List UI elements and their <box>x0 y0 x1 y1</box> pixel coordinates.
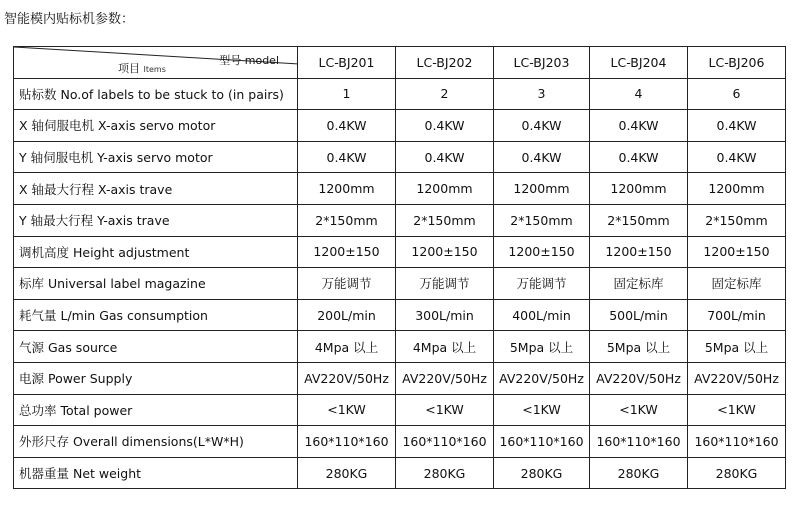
table-cell: 5Mpa 以上 <box>590 331 688 363</box>
table-cell: 1200mm <box>688 173 786 205</box>
table-cell: 0.4KW <box>590 110 688 142</box>
table-cell: 0.4KW <box>590 141 688 173</box>
table-cell: 1200±150 <box>298 236 396 268</box>
table-cell: 0.4KW <box>494 110 590 142</box>
table-cell: 280KG <box>590 457 688 489</box>
table-cell: 5Mpa 以上 <box>688 331 786 363</box>
table-cell: 6 <box>688 78 786 110</box>
table-row <box>14 268 786 300</box>
table-cell: AV220V/50Hz <box>298 362 396 394</box>
table-cell: 280KG <box>396 457 494 489</box>
table-cell: 200L/min <box>298 299 396 331</box>
header-model-1: LC-BJ201 <box>298 47 396 79</box>
table-cell: 4Mpa 以上 <box>396 331 494 363</box>
table-row <box>14 173 786 205</box>
table-cell: 2*150mm <box>298 204 396 236</box>
row-label: 总功率 Total power <box>14 394 298 426</box>
table-cell: 0.4KW <box>298 141 396 173</box>
row-label: 耗气量 L/min Gas consumption <box>14 299 298 331</box>
table-cell: 3 <box>494 78 590 110</box>
header-items-cn: 项目 <box>118 62 140 75</box>
table-cell: 1200mm <box>590 173 688 205</box>
header-model-4: LC-BJ204 <box>590 47 688 79</box>
table-cell: 160*110*160 <box>396 426 494 458</box>
table-cell: 0.4KW <box>396 110 494 142</box>
table-cell: AV220V/50Hz <box>396 362 494 394</box>
table-cell: 280KG <box>494 457 590 489</box>
table-cell: 2*150mm <box>688 204 786 236</box>
table-cell: 5Mpa 以上 <box>494 331 590 363</box>
table-cell: <1KW <box>298 394 396 426</box>
table-row <box>14 331 786 363</box>
table-cell: 300L/min <box>396 299 494 331</box>
table-cell: 1200mm <box>494 173 590 205</box>
table-cell: <1KW <box>590 394 688 426</box>
table-cell: 固定标库 <box>688 268 786 300</box>
row-label: Y 轴伺服电机 Y-axis servo motor <box>14 141 298 173</box>
table-cell: 1200±150 <box>494 236 590 268</box>
row-label: 调机高度 Height adjustment <box>14 236 298 268</box>
row-label: 气源 Gas source <box>14 331 298 363</box>
table-cell: 0.4KW <box>396 141 494 173</box>
table-cell: 固定标库 <box>590 268 688 300</box>
table-cell: 700L/min <box>688 299 786 331</box>
table-cell: 160*110*160 <box>590 426 688 458</box>
table-cell: 1200mm <box>396 173 494 205</box>
header-row <box>14 47 786 79</box>
table-cell: 160*110*160 <box>298 426 396 458</box>
table-cell: 160*110*160 <box>688 426 786 458</box>
header-model-3: LC-BJ203 <box>494 47 590 79</box>
row-label: 标库 Universal label magazine <box>14 268 298 300</box>
table-cell: 1200±150 <box>590 236 688 268</box>
table-cell: 0.4KW <box>298 110 396 142</box>
table-cell: 1 <box>298 78 396 110</box>
spec-table <box>13 46 786 489</box>
table-cell: 280KG <box>298 457 396 489</box>
table-cell: <1KW <box>688 394 786 426</box>
table-row <box>14 426 786 458</box>
row-label: Y 轴最大行程 Y-axis trave <box>14 204 298 236</box>
table-row <box>14 362 786 394</box>
table-row <box>14 299 786 331</box>
header-model-5: LC-BJ206 <box>688 47 786 79</box>
table-row <box>14 78 786 110</box>
table-cell: 4Mpa 以上 <box>298 331 396 363</box>
table-cell: 0.4KW <box>494 141 590 173</box>
table-row <box>14 110 786 142</box>
table-cell: 160*110*160 <box>494 426 590 458</box>
table-cell: 2*150mm <box>396 204 494 236</box>
row-label: 电源 Power Supply <box>14 362 298 394</box>
table-cell: AV220V/50Hz <box>688 362 786 394</box>
table-cell: <1KW <box>494 394 590 426</box>
row-label: 贴标数 No.of labels to be stuck to (in pairs) <box>14 78 298 110</box>
table-cell: 2*150mm <box>590 204 688 236</box>
table-cell: 500L/min <box>590 299 688 331</box>
table-cell: 400L/min <box>494 299 590 331</box>
table-cell: 万能调节 <box>494 268 590 300</box>
row-label: 外形尺存 Overall dimensions(L*W*H) <box>14 426 298 458</box>
table-cell: 2 <box>396 78 494 110</box>
header-items-en: Items <box>143 65 166 74</box>
header-items-label <box>118 60 166 76</box>
row-label: 机器重量 Net weight <box>14 457 298 489</box>
row-label: X 轴最大行程 X-axis trave <box>14 173 298 205</box>
table-cell: <1KW <box>396 394 494 426</box>
header-diagonal-cell <box>14 47 298 79</box>
header-model-label: 型号 model <box>219 54 279 67</box>
table-cell: 0.4KW <box>688 141 786 173</box>
table-row <box>14 236 786 268</box>
table-cell: 万能调节 <box>396 268 494 300</box>
table-cell: 1200±150 <box>688 236 786 268</box>
table-cell: 1200±150 <box>396 236 494 268</box>
table-row <box>14 204 786 236</box>
page-title: 智能模内贴标机参数： <box>4 12 135 27</box>
table-cell: 万能调节 <box>298 268 396 300</box>
table-row <box>14 394 786 426</box>
table-row <box>14 457 786 489</box>
table-cell: 1200mm <box>298 173 396 205</box>
header-model-2: LC-BJ202 <box>396 47 494 79</box>
table-cell: AV220V/50Hz <box>590 362 688 394</box>
table-cell: 280KG <box>688 457 786 489</box>
table-cell: 4 <box>590 78 688 110</box>
table-cell: 0.4KW <box>688 110 786 142</box>
table-cell: 2*150mm <box>494 204 590 236</box>
table-row <box>14 141 786 173</box>
row-label: X 轴伺服电机 X-axis servo motor <box>14 110 298 142</box>
table-cell: AV220V/50Hz <box>494 362 590 394</box>
